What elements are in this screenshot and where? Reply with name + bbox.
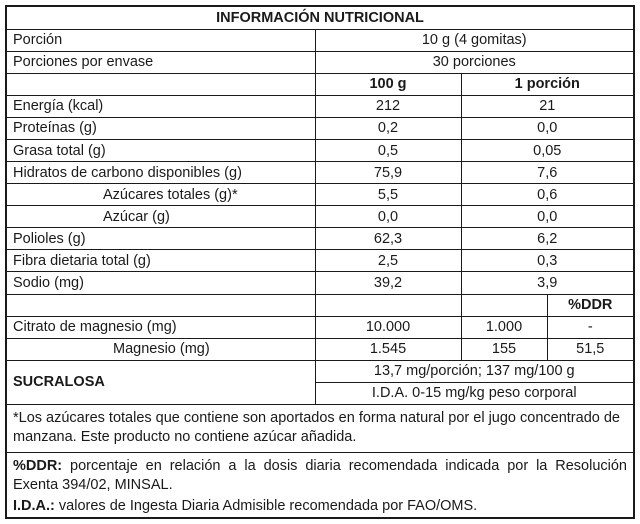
sugars-footnote: *Los azúcares totales que contiene son aportados en forma natural por el jugo concentrado de manzana. Este producto no contiene azúcar añadida. <box>7 405 633 453</box>
nutrient-value-100g: 39,2 <box>315 272 461 294</box>
nutrient-value-100g: 5,5 <box>315 184 461 206</box>
table-row <box>7 162 633 184</box>
table-row <box>7 316 633 338</box>
nutrient-name: Hidratos de carbono disponibles (g) <box>7 162 315 184</box>
servings-per-pack-label: Porciones por envase <box>7 51 315 73</box>
table-title: INFORMACIÓN NUTRICIONAL <box>7 7 633 29</box>
nutrient-value-portion: 0,0 <box>461 117 633 139</box>
nutrient-value-100g: 62,3 <box>315 228 461 250</box>
table-row <box>7 95 633 117</box>
ddr-header-blank <box>7 294 315 316</box>
table-row <box>7 206 633 228</box>
nutrient-value-100g: 0,0 <box>315 206 461 228</box>
nutrient-value-100g: 212 <box>315 95 461 117</box>
ddr-footnote <box>7 453 633 497</box>
nutrient-name: Grasa total (g) <box>7 139 315 161</box>
sweetener-ida: I.D.A. 0-15 mg/kg peso corporal <box>315 382 633 404</box>
nutrient-value-portion: 7,6 <box>461 162 633 184</box>
nutrient-value-portion: 0,0 <box>461 206 633 228</box>
serving-value: 10 g (4 gomitas) <box>315 29 633 51</box>
table-row <box>7 228 633 250</box>
nutrition-table <box>7 7 633 405</box>
column-header-portion: 1 porción <box>461 73 633 95</box>
mineral-name: Magnesio (mg) <box>7 338 315 360</box>
nutrient-value-100g: 0,2 <box>315 117 461 139</box>
sweetener-amount: 13,7 mg/porción; 137 mg/100 g <box>315 360 633 382</box>
ddr-footnote-term: %DDR: <box>13 458 63 474</box>
ddr-header-blank <box>315 294 461 316</box>
ddr-footnote-text: porcentaje en relación a la dosis diaria recomendada indicada por la Resolución Exenta 394/02, MINSAL. <box>13 458 627 493</box>
mineral-name: Citrato de magnesio (mg) <box>7 316 315 338</box>
sweetener-name: SUCRALOSA <box>7 360 315 404</box>
table-row <box>7 338 633 360</box>
nutrient-name: Fibra dietaria total (g) <box>7 250 315 272</box>
ida-footnote-term: I.D.A.: <box>13 498 55 514</box>
column-header-blank <box>7 73 315 95</box>
nutrient-value-100g: 0,5 <box>315 139 461 161</box>
nutrient-value-portion: 21 <box>461 95 633 117</box>
table-row <box>7 139 633 161</box>
table-row <box>7 272 633 294</box>
nutrient-value-portion: 0,3 <box>461 250 633 272</box>
ddr-column-header: %DDR <box>547 294 633 316</box>
mineral-ddr: - <box>547 316 633 338</box>
nutrient-name: Energía (kcal) <box>7 95 315 117</box>
nutrient-name: Azúcar (g) <box>7 206 315 228</box>
nutrient-value-portion: 3,9 <box>461 272 633 294</box>
serving-label: Porción <box>7 29 315 51</box>
nutrient-value-100g: 2,5 <box>315 250 461 272</box>
footnotes <box>7 405 633 518</box>
ddr-header-blank <box>461 294 547 316</box>
nutrient-value-portion: 6,2 <box>461 228 633 250</box>
mineral-value-100g: 10.000 <box>315 316 461 338</box>
nutrient-value-portion: 0,05 <box>461 139 633 161</box>
nutrient-name: Sodio (mg) <box>7 272 315 294</box>
mineral-value-portion: 1.000 <box>461 316 547 338</box>
table-row <box>7 250 633 272</box>
ida-footnote-text: valores de Ingesta Diaria Admisible recomendada por FAO/OMS. <box>54 498 478 514</box>
mineral-ddr: 51,5 <box>547 338 633 360</box>
nutrient-name: Azúcares totales (g)* <box>7 184 315 206</box>
table-row <box>7 117 633 139</box>
table-row <box>7 184 633 206</box>
nutrient-name: Polioles (g) <box>7 228 315 250</box>
ida-footnote <box>7 497 633 518</box>
nutrient-value-portion: 0,6 <box>461 184 633 206</box>
nutrient-name: Proteínas (g) <box>7 117 315 139</box>
nutrient-value-100g: 75,9 <box>315 162 461 184</box>
mineral-value-portion: 155 <box>461 338 547 360</box>
nutrition-facts-panel <box>5 5 635 519</box>
servings-per-pack-value: 30 porciones <box>315 51 633 73</box>
mineral-value-100g: 1.545 <box>315 338 461 360</box>
column-header-100g: 100 g <box>315 73 461 95</box>
